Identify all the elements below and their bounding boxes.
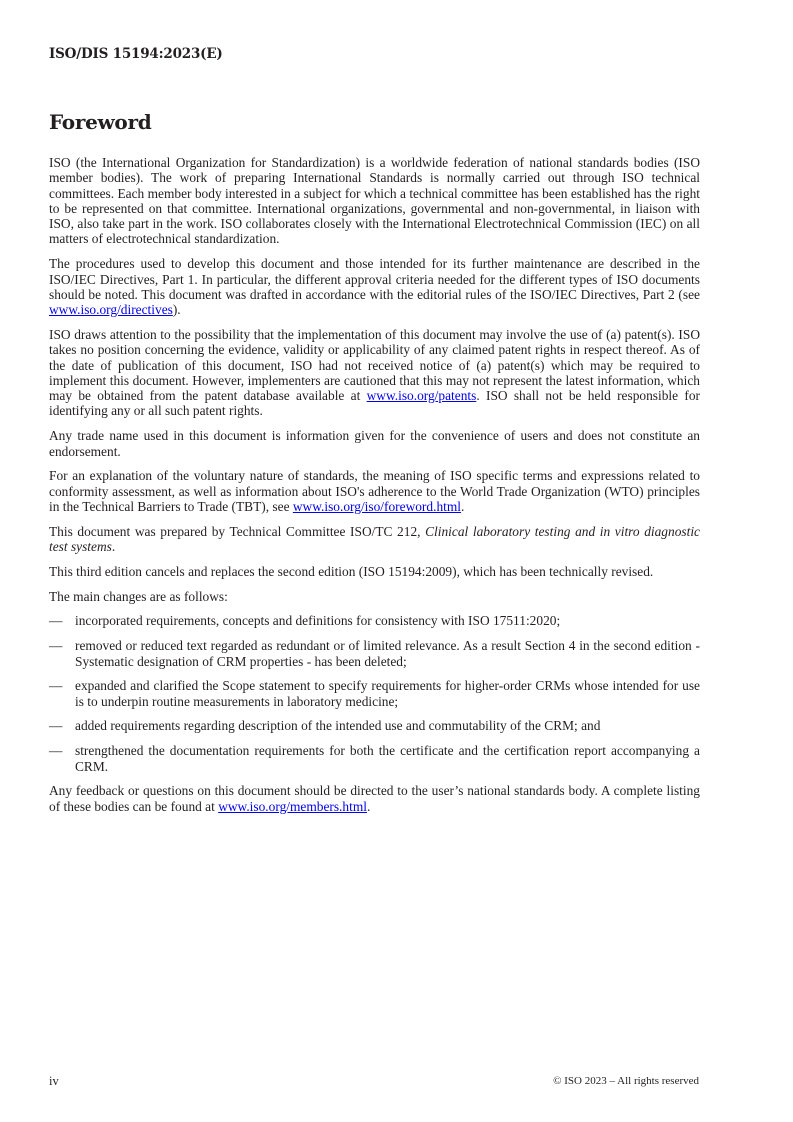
list-item: — expanded and clarified the Scope statement to specify requirements for higher-order CRMs whose intended for use is to underpin routine measurements in laboratory medicine;	[49, 678, 700, 709]
paragraph-edition: This third edition cancels and replaces the second edition (ISO 15194:2009), which has been technically revised.	[49, 563, 654, 579]
dash-bullet: —	[49, 678, 63, 694]
patents-link[interactable]: www.iso.org/patents	[366, 388, 477, 404]
paragraph-procedures: The procedures used to develop this document and those intended for its further maintenance are described in the ISO/IEC Directives, Part 1. In particular, the different approval criteria needed for the different types of ISO documents should be noted. This document was drafted in accordance with the editorial rules of the ISO/IEC Directives, Part 2 (see www.iso.org/directives).	[49, 256, 700, 318]
changes-list	[49, 613, 700, 773]
dash-bullet: —	[49, 743, 63, 759]
members-link[interactable]: www.iso.org/members.html	[218, 798, 367, 814]
committee-title: Clinical laboratory testing and in vitro diagnostic test systems	[49, 523, 700, 555]
page-number: iv	[49, 1074, 59, 1088]
dash-bullet: —	[49, 638, 63, 654]
foreword-link[interactable]: www.iso.org/iso/foreword.html	[292, 498, 461, 514]
list-item: — added requirements regarding description of the intended use and commutability of the CRM; and	[49, 718, 601, 734]
paragraph-committee: This document was prepared by Technical Committee ISO/TC 212, Clinical laboratory testing and in vitro diagnostic test systems.	[49, 523, 700, 555]
paragraph-iso-intro: ISO (the International Organization for Standardization) is a worldwide federation of national standards bodies (ISO member bodies). The work of preparing International Standards is normally carried out through ISO technical committees. Each member body interested in a subject for which a technical committee has been established has the right to be represented on that committee. International organizations, governmental and non-governmental, in liaison with ISO, also take part in the work. ISO collaborates closely with the International Electrotechnical Commission (IEC) on all matters of electrotechnical standardization.	[49, 155, 700, 247]
paragraph-changes-intro: The main changes are as follows:	[49, 588, 228, 604]
paragraph-feedback: Any feedback or questions on this document should be directed to the user’s national standards body. A complete listing of these bodies can be found at www.iso.org/members.html.	[49, 783, 700, 814]
paragraph-voluntary-nature: For an explanation of the voluntary nature of standards, the meaning of ISO specific terms and expressions related to conformity assessment, as well as information about ISO's adherence to the World Trade Organization (WTO) principles in the Technical Barriers to Trade (TBT), see www.iso.org/iso/foreword.html.	[49, 468, 700, 514]
dash-bullet: —	[49, 718, 63, 734]
copyright-notice: © ISO 2023 – All rights reserved	[553, 1075, 699, 1087]
list-item: — removed or reduced text regarded as redundant or of limited relevance. As a result Section 4 in the second edition - Systematic designation of CRM properties - has been deleted;	[49, 638, 700, 669]
foreword-body	[49, 155, 700, 823]
paragraph-patents: ISO draws attention to the possibility that the implementation of this document may involve the use of (a) patent(s). ISO takes no position concerning the evidence, validity or applicability of any claimed patent rights in respect thereof. As of the date of publication of this document, ISO had not received notice of (a) patent(s) which may be required to implement this document. However, implementers are cautioned that this may not represent the latest information, which may be obtained from the patent database available at www.iso.org/patents. ISO shall not be held responsible for identifying any or all such patent rights.	[49, 326, 700, 419]
directives-link[interactable]: www.iso.org/directives	[49, 302, 173, 318]
section-title: Foreword	[49, 110, 152, 134]
paragraph-trade-name: Any trade name used in this document is information given for the convenience of users and does not constitute an endorsement.	[49, 428, 700, 459]
document-identifier: ISO/DIS 15194:2023(E)	[49, 46, 223, 62]
list-item: — incorporated requirements, concepts and definitions for consistency with ISO 17511:2020;	[49, 613, 561, 629]
dash-bullet: —	[49, 613, 63, 629]
list-item: — strengthened the documentation requirements for both the certificate and the certification report accompanying a CRM.	[49, 743, 700, 774]
